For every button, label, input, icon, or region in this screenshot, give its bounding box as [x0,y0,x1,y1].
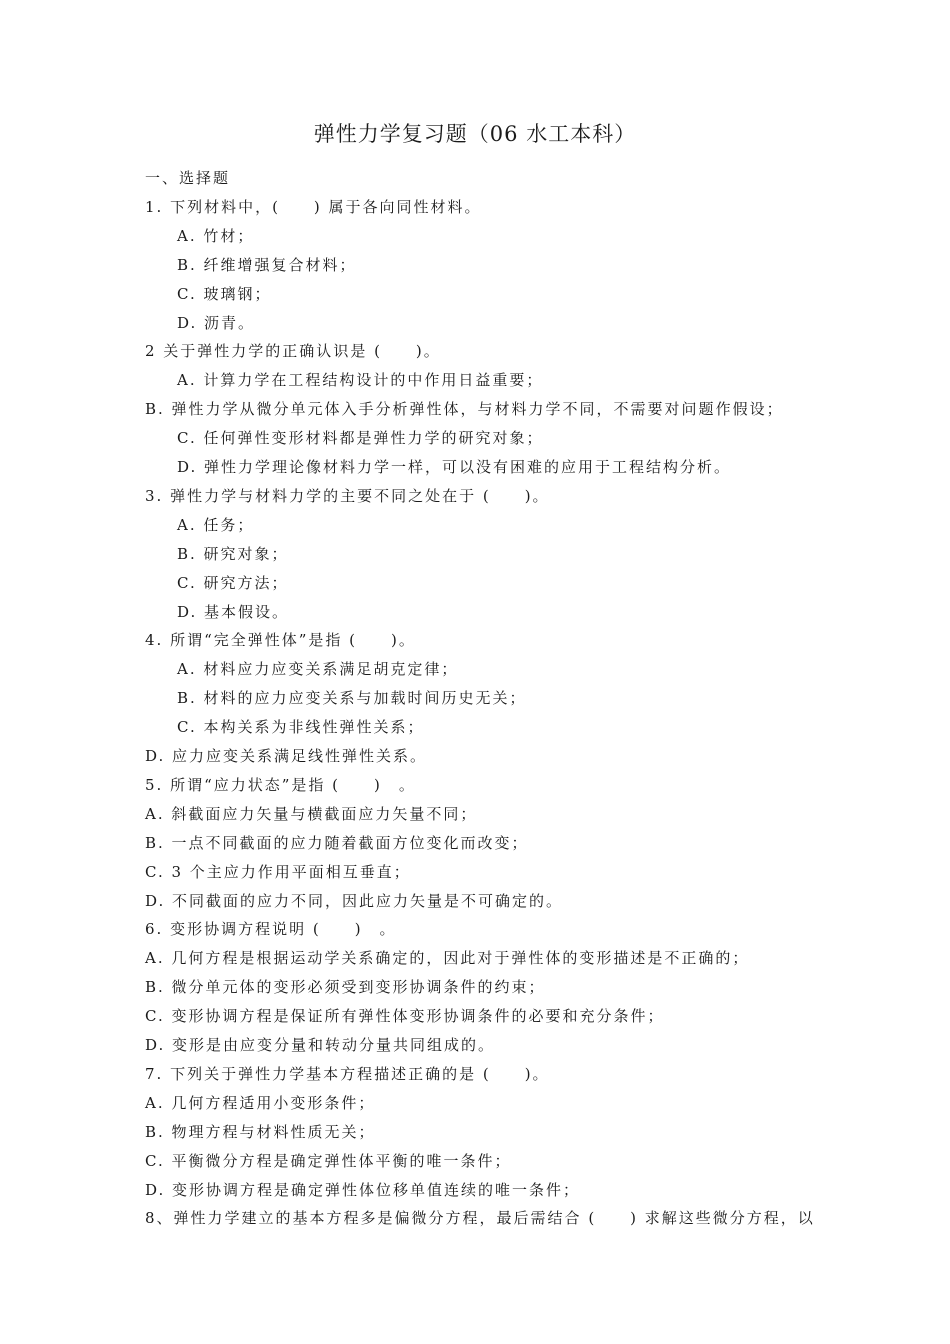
question-line: C. 3 个主应力作用平面相互垂直； [145,862,411,881]
answer-option: A. 计算力学在工程结构设计的中作用日益重要； [177,371,544,390]
question-line: B. 弹性力学从微分单元体入手分析弹性体，与材料力学不同，不需要对问题作假设； [145,400,784,419]
answer-option: A. 材料应力应变关系满足胡克定律； [177,660,459,679]
question-line: B. 微分单元体的变形必须受到变形协调条件的约束； [145,978,546,997]
answer-option: A. 任务； [177,515,255,534]
document-title: 弹性力学复习题（06 水工本科） [313,122,637,146]
answer-option: B. 纤维增强复合材料； [177,255,357,274]
answer-option: C. 研究方法； [177,573,289,592]
question-line: B. 一点不同截面的应力随着截面方位变化而改变； [145,833,529,852]
question-line: 5. 所谓“应力状态”是指 ( ) 。 [145,775,416,794]
question-line: 3. 弹性力学与材料力学的主要不同之处在于 ( )。 [145,486,550,505]
question-line: 7. 下列关于弹性力学基本方程描述正确的是 ( )。 [145,1064,550,1083]
answer-option: C. 任何弹性变形材料都是弹性力学的研究对象； [177,429,544,448]
question-line: C. 平衡微分方程是确定弹性体平衡的唯一条件； [145,1151,512,1170]
answer-option: B. 研究对象； [177,544,289,563]
answer-option: C. 玻璃钢； [177,284,272,303]
question-line: D. 变形是由应变分量和转动分量共同组成的。 [145,1036,496,1054]
question-line: 2 关于弹性力学的正确认识是 ( )。 [145,342,441,361]
question-line: A. 几何方程适用小变形条件； [145,1093,376,1112]
question-line: D. 应力应变关系满足线性弹性关系。 [145,747,428,765]
answer-option: C. 本构关系为非线性弹性关系； [177,718,425,737]
question-line: A. 斜截面应力矢量与横截面应力矢量不同； [145,804,478,823]
question-line: D. 变形协调方程是确定弹性体位移单值连续的唯一条件； [145,1180,581,1199]
answer-option: A. 竹材； [177,226,255,245]
question-line: 1. 下列材料中，( ) 属于各向同性材料。 [145,197,482,216]
question-line: 8、弹性力学建立的基本方程多是偏微分方程，最后需结合 ( ) 求解这些微分方程，以 [145,1209,815,1228]
answer-option: D. 基本假设。 [177,602,290,621]
question-line: 一、选择题 [145,169,231,187]
answer-option: D. 弹性力学理论像材料力学一样，可以没有困难的应用于工程结构分析。 [177,458,732,476]
question-line: B. 物理方程与材料性质无关； [145,1122,376,1141]
answer-option: D. 沥青。 [177,313,256,332]
question-line: 6. 变形协调方程说明 ( ) 。 [145,920,397,939]
question-line: 4. 所谓“完全弹性体”是指 ( )。 [145,631,416,650]
answer-option: B. 材料的应力应变关系与加载时间历史无关； [177,689,527,708]
question-line: C. 变形协调方程是保证所有弹性体变形协调条件的必要和充分条件； [145,1007,665,1026]
question-line: A. 几何方程是根据运动学关系确定的，因此对于弹性体的变形描述是不正确的； [145,949,750,968]
question-line: D. 不同截面的应力不同，因此应力矢量是不可确定的。 [145,891,564,910]
